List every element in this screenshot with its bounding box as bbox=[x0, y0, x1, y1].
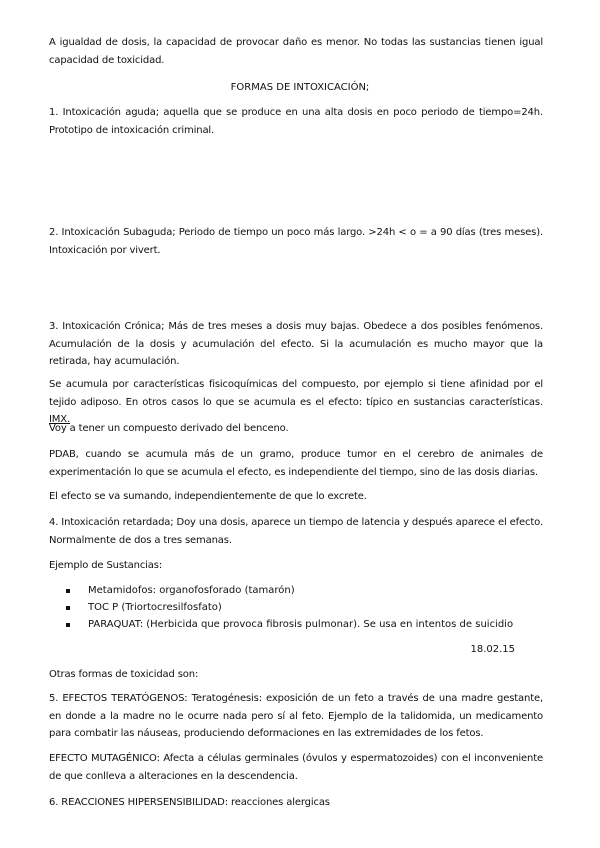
paragraph-hipersensibilidad: 6. REACCIONES HIPERSENSIBILIDAD: reacciones alergicas bbox=[49, 797, 330, 808]
paragraph-efecto-sumando: El efecto se va sumando, independientemente de que lo excrete. bbox=[49, 491, 367, 502]
paragraph-teratogenos: 5. EFECTOS TERATÓGENOS: Teratogénesis: exposición de un feto a través de una madre gestante, en donde a la madre no le ocurre nada pero sí al feto. Ejemplo de la talidomida, un medicamento para combatir las náuseas, produciendo deformaciones en las extremidades de los fetos. bbox=[49, 693, 543, 739]
substances-list bbox=[66, 582, 546, 633]
underlined-imx: IMX. bbox=[49, 414, 71, 425]
substance-text: Metamidofos: organofosforado (tamarón) bbox=[88, 585, 295, 596]
other-forms-label: Otras formas de toxicidad son: bbox=[49, 669, 199, 680]
list-item bbox=[66, 616, 546, 633]
paragraph-aguda: 1. Intoxicación aguda; aquella que se produce en una alta dosis en poco periodo de tiempo=24h. Prototipo de intoxicación criminal. bbox=[49, 107, 543, 136]
paragraph-benceno: Voy a tener un compuesto derivado del benceno. bbox=[49, 423, 289, 434]
list-item bbox=[66, 599, 546, 616]
substance-text: TOC P (Triortocresilfosfato) bbox=[88, 602, 222, 613]
date-label: 18.02.15 bbox=[470, 644, 515, 655]
intro-paragraph: A igualdad de dosis, la capacidad de provocar daño es menor. No todas las sustancias tienen igual capacidad de toxicidad. bbox=[49, 37, 543, 66]
paragraph-retardada: 4. Intoxicación retardada; Doy una dosis, aparece un tiempo de latencia y después aparece el efecto. Normalmente de dos a tres semanas. bbox=[49, 517, 543, 546]
bullet-icon bbox=[66, 623, 70, 627]
substance-text: PARAQUAT: (Herbicida que provoca fibrosis pulmonar). Se usa en intentos de suicidio bbox=[88, 619, 514, 630]
examples-label: Ejemplo de Sustancias: bbox=[49, 560, 163, 571]
bullet-icon bbox=[66, 589, 70, 593]
paragraph-pdab: PDAB, cuando se acumula más de un gramo, produce tumor en el cerebro de animales de experimentación lo que se acumula el efecto, es independiente del tiempo, sino de las dosis diarias. bbox=[49, 449, 543, 478]
paragraph-cronica: 3. Intoxicación Crónica; Más de tres meses a dosis muy bajas. Obedece a dos posibles fenómenos. Acumulación de la dosis y acumulación del efecto. Si la acumulación es mucho mayor que la retirada, hay acumulación. bbox=[49, 321, 543, 367]
bullet-icon bbox=[66, 606, 70, 610]
paragraph-subaguda: 2. Intoxicación Subaguda; Periodo de tiempo un poco más largo. >24h < o = a 90 días (tres meses). Intoxicación por vivert. bbox=[49, 227, 543, 256]
list-item bbox=[66, 582, 546, 599]
section-heading: FORMAS DE INTOXICACIÓN; bbox=[230, 82, 370, 93]
acumulacion-text: Se acumula por características fisicoquímicas del compuesto, por ejemplo si tiene afinidad por el tejido adiposo. En otros casos lo que se acumula es el efecto: típico en sustancias características. bbox=[49, 379, 543, 408]
paragraph-mutagenico: EFECTO MUTAGÉNICO: Afecta a células germinales (óvulos y espermatozoides) con el inconveniente de que conlleva a alteraciones en la descendencia. bbox=[49, 753, 543, 782]
